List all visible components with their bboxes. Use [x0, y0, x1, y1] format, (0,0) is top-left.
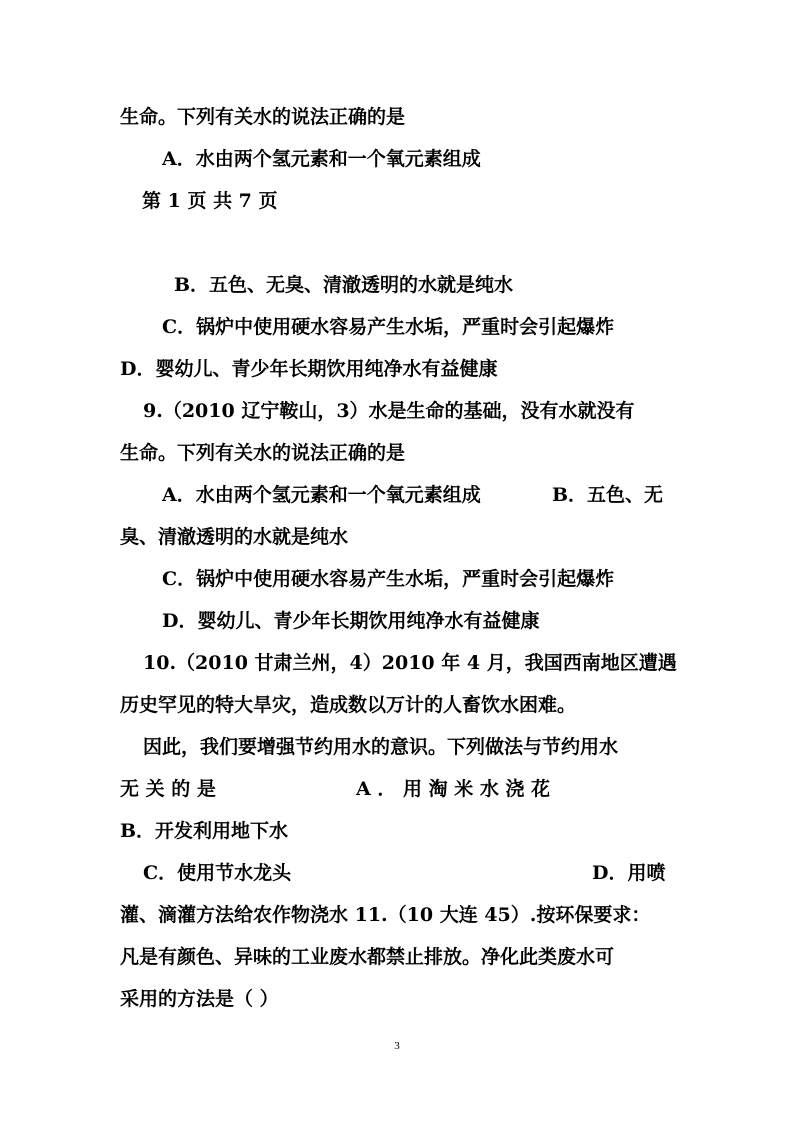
- text-line: B．五色、无: [552, 484, 664, 506]
- text-line: 臭、清澈透明的水就是纯水: [120, 526, 349, 548]
- text-line: 凡是有颜色、异味的工业废水都禁止排放。净化此类废水可: [120, 946, 615, 968]
- text-line: A．水由两个氢元素和一个氧元素组成: [162, 484, 481, 506]
- page-number: 3: [394, 1040, 400, 1052]
- text-line: C．锅炉中使用硬水容易产生水垢，严重时会引起爆炸: [162, 568, 615, 590]
- text-line: B．五色、无臭、清澈透明的水就是纯水: [174, 274, 514, 296]
- option-a: A ． 用 淘 米 水 浇 花: [356, 778, 551, 800]
- text-line: 无 关 的 是: [120, 778, 216, 800]
- question-10: 10.（2010 甘肃兰州，4）2010 年 4 月，我国西南地区遭遇: [143, 652, 677, 674]
- option-c: C．使用节水龙头: [143, 862, 292, 884]
- option-d: D．用喷: [592, 862, 666, 884]
- text-line: 因此，我们要增强节约用水的意识。下列做法与节约用水: [143, 736, 619, 758]
- page-footer-text: 第 1 页 共 7 页: [142, 190, 278, 212]
- text-line: A．水由两个氢元素和一个氧元素组成: [162, 148, 481, 170]
- text-line: 灌、滴灌方法给农作物浇水 11.（10 大连 45）.按环保要求：: [120, 904, 651, 926]
- text-line: C．锅炉中使用硬水容易产生水垢，严重时会引起爆炸: [162, 316, 615, 338]
- text-line: D．婴幼儿、青少年长期饮用纯净水有益健康: [120, 358, 498, 380]
- text-line: D．婴幼儿、青少年长期饮用纯净水有益健康: [162, 610, 540, 632]
- text-line: 历史罕见的特大旱灾，造成数以万计的人畜饮水困难。: [120, 694, 577, 716]
- text-line: 生命。下列有关水的说法正确的是: [120, 106, 406, 128]
- text-line: 生命。下列有关水的说法正确的是: [120, 442, 406, 464]
- question-9: 9.（2010 辽宁鞍山，3）水是生命的基础，没有水就没有: [143, 400, 635, 422]
- option-b: B．开发利用地下水: [120, 820, 289, 842]
- text-line: 采用的方法是（ ）: [120, 988, 279, 1010]
